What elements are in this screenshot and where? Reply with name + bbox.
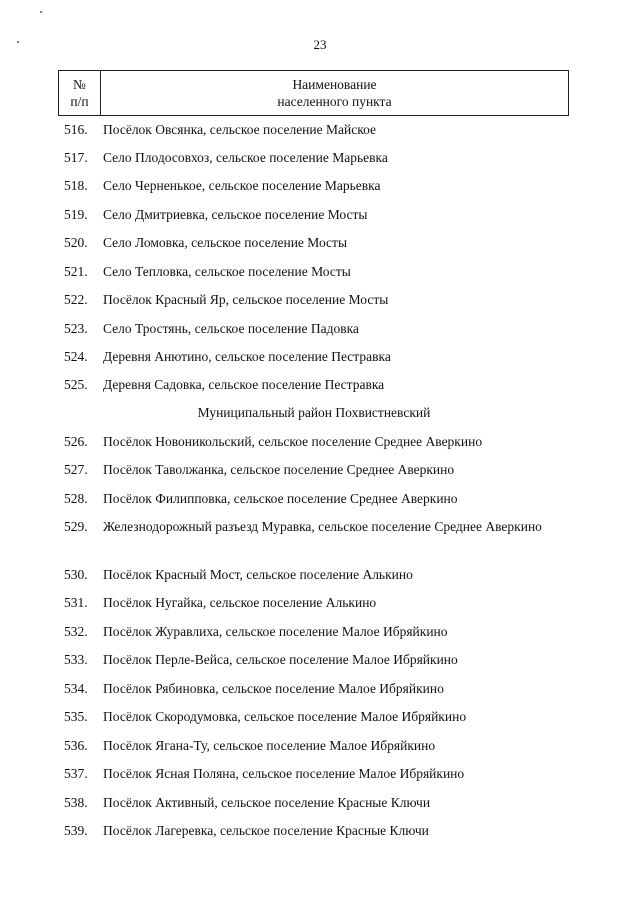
item-text: Посёлок Нугайка, сельское поселение Алькино [103, 595, 377, 610]
item-number: 535. [64, 709, 88, 724]
item-text: Посёлок Перле-Вейса, сельское поселение Малое Ибряйкино [103, 652, 458, 667]
header-name-line1: Наименование [292, 77, 377, 92]
section-heading: Муниципальный район Похвистневский [197, 405, 431, 420]
item-text: Село Дмитриевка, сельское поселение Мосты [103, 207, 368, 222]
item-text: Посёлок Овсянка, сельское поселение Майское [103, 122, 376, 137]
list-item [64, 794, 564, 812]
list-item [64, 149, 564, 167]
list-item [64, 518, 564, 536]
item-text: Деревня Анютино, сельское поселение Пестравка [103, 349, 391, 364]
item-number: 518. [64, 178, 88, 193]
list-item [64, 121, 564, 139]
item-text: Посёлок Лагеревка, сельское поселение Красные Ключи [103, 823, 429, 838]
item-number: 520. [64, 235, 88, 250]
list-item [64, 623, 564, 641]
item-text: Посёлок Рябиновка, сельское поселение Малое Ибряйкино [103, 681, 444, 696]
item-number: 537. [64, 766, 88, 781]
item-text: Посёлок Новоникольский, сельское поселение Среднее Аверкино [103, 434, 483, 449]
scan-speck [40, 11, 42, 13]
header-name-column [101, 71, 568, 115]
list-item [64, 320, 564, 338]
header-name-line2: населенного пункта [277, 94, 392, 109]
item-number: 525. [64, 377, 88, 392]
list-item [64, 206, 564, 224]
item-number: 536. [64, 738, 88, 753]
list-item [64, 651, 564, 669]
list-item [64, 177, 564, 195]
item-text: Посёлок Скородумовка, сельское поселение Малое Ибряйкино [103, 709, 467, 724]
item-number: 526. [64, 434, 88, 449]
header-number-symbol: № [73, 77, 86, 92]
list-item [64, 822, 564, 840]
item-text: Деревня Садовка, сельское поселение Пестравка [103, 377, 385, 392]
item-number: 533. [64, 652, 88, 667]
item-text: Село Плодосовхоз, сельское поселение Марьевка [103, 150, 388, 165]
list-item [64, 348, 564, 366]
item-text: Село Тростянь, сельское поселение Падовка [103, 321, 359, 336]
list-item [64, 234, 564, 252]
item-text: Посёлок Ясная Поляна, сельское поселение Малое Ибряйкино [103, 766, 465, 781]
list-item [64, 433, 564, 451]
item-number: 524. [64, 349, 88, 364]
item-text: Посёлок Журавлиха, сельское поселение Малое Ибряйкино [103, 624, 448, 639]
list-item [64, 737, 564, 755]
item-number: 529. [64, 519, 88, 534]
item-text: Посёлок Красный Мост, сельское поселение Алькино [103, 567, 413, 582]
item-text: Железнодорожный разъезд Муравка, сельское поселение Среднее Аверкино [103, 519, 542, 534]
item-number: 534. [64, 681, 88, 696]
list-item [64, 765, 564, 783]
item-number: 539. [64, 823, 88, 838]
list-item [64, 263, 564, 281]
item-number: 522. [64, 292, 88, 307]
list-item [64, 708, 564, 726]
item-text: Село Тепловка, сельское поселение Мосты [103, 264, 351, 279]
item-number: 523. [64, 321, 88, 336]
item-text: Село Черненькое, сельское поселение Марьевка [103, 178, 381, 193]
item-text: Посёлок Красный Яр, сельское поселение Мосты [103, 292, 389, 307]
item-text: Село Ломовка, сельское поселение Мосты [103, 235, 348, 250]
item-number: 516. [64, 122, 88, 137]
list-item [64, 376, 564, 394]
item-number: 527. [64, 462, 88, 477]
header-number-abbrev: п/п [70, 94, 89, 109]
item-number: 521. [64, 264, 88, 279]
list-item [64, 566, 564, 584]
list-item [64, 461, 564, 479]
item-text: Посёлок Ягана-Ту, сельское поселение Малое Ибряйкино [103, 738, 436, 753]
item-text: Посёлок Активный, сельское поселение Красные Ключи [103, 795, 431, 810]
item-number: 528. [64, 491, 88, 506]
list-item [64, 680, 564, 698]
list-item [64, 490, 564, 508]
header-number-column [59, 71, 101, 115]
list-item [64, 291, 564, 309]
item-number: 517. [64, 150, 88, 165]
item-text: Посёлок Филипповка, сельское поселение Среднее Аверкино [103, 491, 458, 506]
page-number: 23 [313, 37, 327, 52]
item-number: 532. [64, 624, 88, 639]
item-number: 519. [64, 207, 88, 222]
item-number: 530. [64, 567, 88, 582]
table-header [58, 70, 569, 116]
item-text: Посёлок Таволжанка, сельское поселение Среднее Аверкино [103, 462, 455, 477]
list-item [64, 594, 564, 612]
item-number: 531. [64, 595, 88, 610]
item-number: 538. [64, 795, 88, 810]
